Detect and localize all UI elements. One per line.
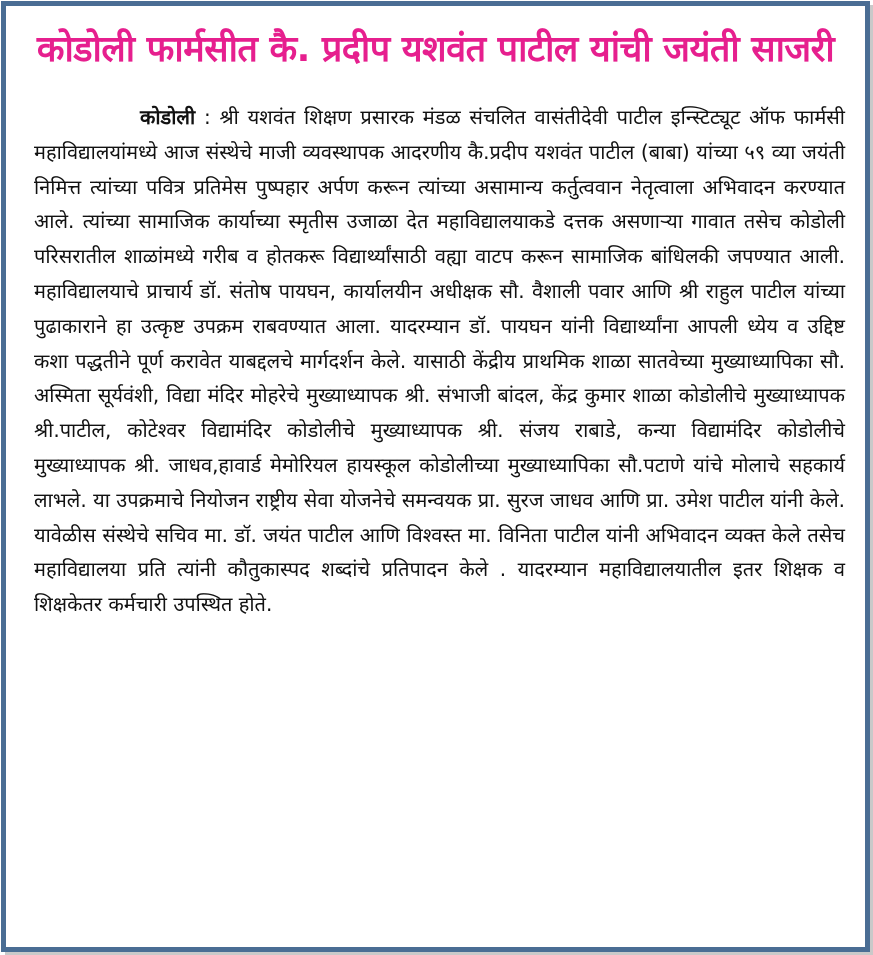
article-text: श्री यशवंत शिक्षण प्रसारक मंडळ संचलित वासंतीदेवी पाटील इन्स्टिट्यूट ऑफ फार्मसी महाविद्यालयांमध्ये आज संस्थेचे माजी व्यवस्थापक आदरणीय कै.प्रदीप यशवंत पाटील (बाबा) यांच्या ५९ व्या जयंती निमित्त त्यांच्या पवित्र प्रतिमेस पुष्पहार अर्पण करून त्यांच्या असामान्य कर्तुत्ववान नेतृत्वाला अभिवादन करण्यात आले. त्यांच्या सामाजिक कार्याच्या स्मृतीस उजाळा देत महाविद्यालयाकडे दत्तक असणाऱ्या गावात तसेच कोडोली परिसरातील शाळांमध्ये गरीब व होतकरू विद्यार्थ्यांसाठी वह्या वाटप करून सामाजिक बांधिलकी जपण्यात आली. महाविद्यालयाचे प्राचार्य डॉ. संतोष पायघन, कार्यालयीन अधीक्षक सौ. वैशाली पवार आणि श्री राहुल पाटील यांच्या पुढाकाराने हा उत्कृष्ट उपक्रम राबवण्यात आला. यादरम्यान डॉ. पायघन यांनी विद्यार्थ्यांना आपली ध्येय व उद्दिष्ट कशा पद्धतीने पूर्ण करावेत याबद्दलचे मार्गदर्शन केले. यासाठी केंद्रीय प्राथमिक शाळा सातवेच्या मुख्याध्यापिका सौ. अस्मिता सूर्यवंशी, विद्या मंदिर मोहरेचे मुख्याध्यापक श्री. संभाजी बांदल, केंद्र कुमार शाळा कोडोलीचे मुख्याध्यापक श्री.पाटील, कोटेश्वर विद्यामंदिर कोडोलीचे मुख्याध्यापक श्री. संजय राबाडे, कन्या विद्यामंदिर कोडोलीचे मुख्याध्यापक श्री. जाधव,हावार्ड मेमोरियल हायस्कूल कोडोलीच्या मुख्याध्यापिका सौ.पटाणे यांचे मोलाचे सहकार्य लाभले. या उपक्रमाचे नियोजन राष्ट्रीय सेवा योजनेचे समन्वयक प्रा. सुरज जाधव आणि प्रा. उमेश पाटील यांनी केले. यावेळीस संस्थेचे सचिव मा. डॉ. जयंत पाटील आणि विश्वस्त मा. विनिता पाटील यांनी अभिवादन व्यक्त केले तसेच महाविद्यालया प्रति त्यांनी कौतुकास्पद शब्दांचे प्रतिपादन केले . यादरम्यान महाविद्यालयातील इतर शिक्षक व शिक्षकेतर कर्मचारी उपस्थित होते. xyxy=(34,105,845,617)
article-body xyxy=(34,100,845,622)
headline: कोडोली फार्मसीत कै. प्रदीप यशवंत पाटील यांची जयंती साजरी xyxy=(36,29,835,70)
dateline: कोडोली xyxy=(140,105,196,129)
news-clipping xyxy=(1,1,870,952)
dateline-separator: : xyxy=(195,105,220,129)
